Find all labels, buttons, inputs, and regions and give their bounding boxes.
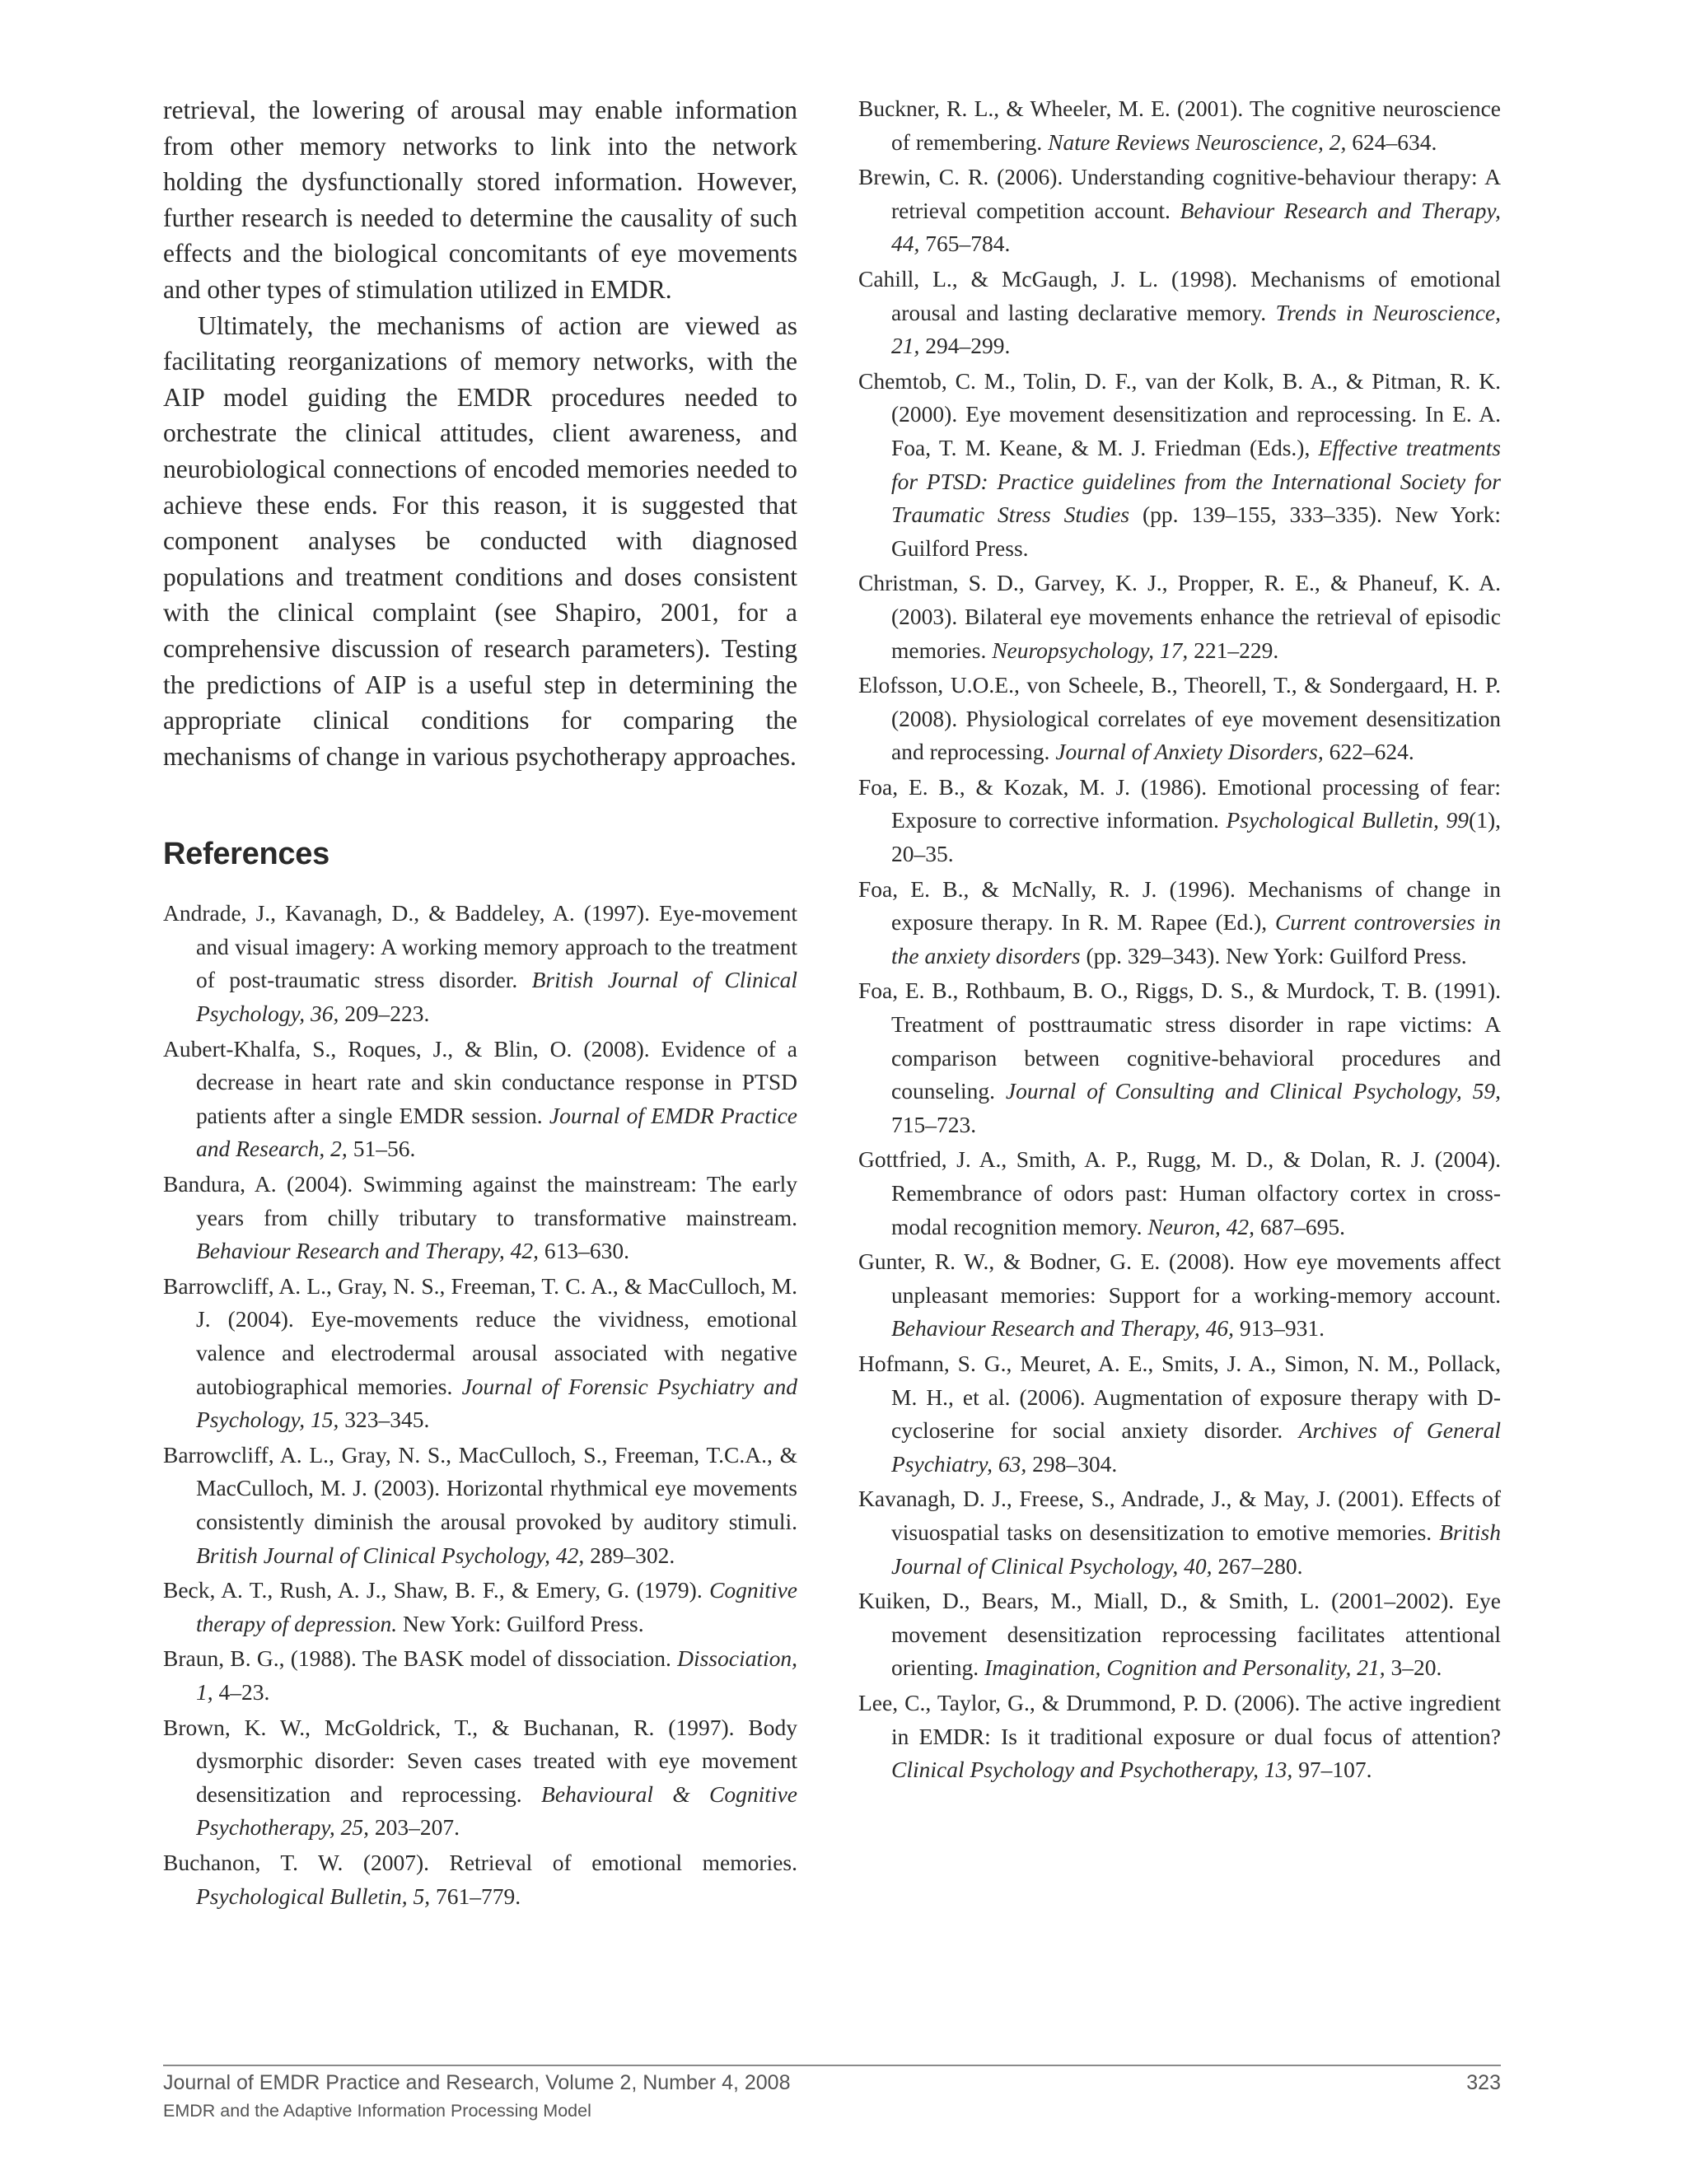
reference-entry xyxy=(163,1270,797,1437)
reference-text: Foa, E. B., Rothbaum, B. O., Riggs, D. S., & Murdock, T. B. (1991). Treatment of posttraumatic stress disorder in rape victims: A comparison between cognitive-behavioral procedures and counseling. xyxy=(858,978,1501,1104)
reference-source-italic: Nature Reviews Neuroscience, 2, xyxy=(1048,128,1347,155)
reference-entry xyxy=(163,1574,797,1640)
reference-source-italic: British Journal of Clinical Psychology, 40, xyxy=(891,1519,1501,1579)
reference-source-italic: Journal of EMDR Practice and Research, 2, xyxy=(196,1102,797,1162)
reference-source-italic: Trends in Neuroscience, 21, xyxy=(891,299,1501,359)
reference-text: 209–223. xyxy=(339,1001,430,1027)
reference-source-italic: British Journal of Clinical Psychology, 36, xyxy=(196,967,798,1027)
reference-source-italic: Journal of Consulting and Clinical Psychology, 59, xyxy=(1005,1078,1501,1104)
footer-divider xyxy=(163,2065,1501,2066)
reference-entry xyxy=(858,974,1501,1141)
reference-text: Brewin, C. R. (2006). Understanding cognitive-behaviour therapy: A retrieval competition account. xyxy=(858,164,1501,223)
reference-text: Cahill, L., & McGaugh, J. L. (1998). Mechanisms of emotional arousal and lasting declarative memory. xyxy=(858,265,1501,325)
reference-entry xyxy=(163,1168,797,1268)
reference-text: Hofmann, S. G., Meuret, A. E., Smits, J. A., Simon, N. M., Pollack, M. H., et al. (2006). Augmentation of exposure therapy with D-cycloserine for social anxiety disorder. xyxy=(858,1350,1501,1444)
reference-source-italic: Archives of General Psychiatry, 63, xyxy=(891,1417,1501,1477)
reference-text: Buchanon, T. W. (2007). Retrieval of emotional memories. xyxy=(163,1849,797,1875)
reference-text: 294–299. xyxy=(919,333,1011,359)
reference-entry xyxy=(163,1033,797,1166)
reference-text: New York: Guilford Press. xyxy=(397,1610,644,1636)
body-paragraph: Ultimately, the mechanisms of action are viewed as facilitating reorganizations of memory networks, with the AIP model guiding the EMDR procedures needed to orchestrate the clinical attitudes, client awareness, and neurobiological connections of encoded memories needed to achieve these ends. For this reason, it is suggested that component analyses be conducted with diagnosed populations and treatment conditions and doses consistent with the clinical complaint (see Shapiro, 2001, for a comprehensive discussion of research parameters). Testing the predictions of AIP is a useful step in determining the appropriate clinical conditions for comparing the mechanisms of change in various psychotherapy approaches. xyxy=(163,310,797,771)
reference-source-italic: Psychological Bulletin, 99 xyxy=(1226,807,1470,833)
reference-entry xyxy=(858,161,1501,261)
reference-entry xyxy=(858,92,1501,159)
reference-entry xyxy=(163,1642,797,1709)
reference-text: 203–207. xyxy=(369,1814,460,1841)
reference-entry xyxy=(858,1687,1501,1787)
reference-text: 613–630. xyxy=(539,1238,629,1264)
reference-source-italic: Dissociation, 1, xyxy=(196,1645,797,1705)
reference-text: Lee, C., Taylor, G., & Drummond, P. D. (2006). The active ingredient in EMDR: Is it traditional exposure or dual focus of attention? xyxy=(858,1689,1501,1749)
reference-source-italic: Imagination, Cognition and Personality, 21, xyxy=(984,1654,1386,1681)
reference-entry xyxy=(858,1482,1501,1583)
reference-source-italic: Neuron, 42, xyxy=(1147,1213,1255,1239)
reference-text: 4–23. xyxy=(213,1678,270,1705)
reference-text: Gottfried, J. A., Smith, A. P., Rugg, M. D., & Dolan, R. J. (2004). Remembrance of odors past: Human olfactory cortex in cross-modal recognition memory. xyxy=(858,1146,1501,1239)
reference-text: 3–20. xyxy=(1385,1654,1442,1681)
reference-text: 687–695. xyxy=(1254,1213,1345,1239)
left-column xyxy=(163,92,797,1915)
body-paragraph: retrieval, the lowering of arousal may enable information from other memory networks to link into the network holding the dysfunctionally stored information. However, further research is needed to determine the causality of such effects and the biological concomitants of eye movements and other types of stimulation utilized in EMDR. xyxy=(163,96,797,304)
reference-text: 298–304. xyxy=(1026,1450,1118,1477)
reference-text: 715–723. xyxy=(891,1111,977,1137)
reference-entry xyxy=(858,1143,1501,1244)
reference-entry xyxy=(858,771,1501,871)
reference-text: Foa, E. B., & McNally, R. J. (1996). Mechanisms of change in exposure therapy. In R. M. Rapee (Ed.), xyxy=(858,875,1501,936)
reference-text: 761–779. xyxy=(430,1883,521,1909)
reference-source-italic: Behavioural & Cognitive Psychotherapy, 25, xyxy=(196,1780,797,1841)
reference-text: Braun, B. G., (1988). The BASK model of dissociation. xyxy=(163,1645,678,1672)
reference-text: Kuiken, D., Bears, M., Miall, D., & Smith, L. (2001–2002). Eye movement desensitization reprocessing facilitates attentional orienting. xyxy=(858,1588,1501,1681)
references-heading: References xyxy=(163,837,329,872)
reference-text: 624–634. xyxy=(1346,128,1437,155)
reference-text: Kavanagh, D. J., Freese, S., Andrade, J., & May, J. (2001). Effects of visuospatial tasks on desensitization to emotive memories. xyxy=(858,1486,1501,1545)
page-number: 323 xyxy=(1466,2071,1501,2094)
reference-text: 913–931. xyxy=(1234,1315,1325,1342)
reference-entry xyxy=(858,567,1501,667)
reference-source-italic: Journal of Anxiety Disorders, xyxy=(1055,739,1324,765)
reference-source-italic: Behaviour Research and Therapy, 44, xyxy=(891,197,1501,257)
reference-text: Elofsson, U.O.E., von Scheele, B., Theorell, T., & Sondergaard, H. P. (2008). Physiological correlates of eye movement desensitization and reprocessing. xyxy=(858,672,1501,765)
reference-text: Christman, S. D., Garvey, K. J., Propper, R. E., & Phaneuf, K. A. (2003). Bilateral eye movements enhance the retrieval of episodic memories. xyxy=(858,570,1501,663)
reference-text: 289–302. xyxy=(584,1542,675,1568)
right-column xyxy=(858,92,1501,1789)
reference-text: Bandura, A. (2004). Swimming against the mainstream: The early years from chilly tributary to transformative mainstream. xyxy=(163,1171,797,1230)
reference-source-italic: Cognitive therapy of depression. xyxy=(196,1577,797,1636)
reference-text: 622–624. xyxy=(1323,739,1414,765)
reference-source-italic: Behaviour Research and Therapy, 46, xyxy=(891,1315,1234,1342)
reference-source-italic: Current controversies in the anxiety disorders xyxy=(891,909,1501,968)
reference-text: Andrade, J., Kavanagh, D., & Baddeley, A. (1997). Eye-movement and visual imagery: A working memory approach to the treatment of post-traumatic stress disorder. xyxy=(163,900,797,993)
reference-list-right xyxy=(858,92,1501,1787)
reference-entry xyxy=(858,669,1501,769)
reference-text: 323–345. xyxy=(339,1407,430,1433)
reference-text: Beck, A. T., Rush, A. J., Shaw, B. F., & Emery, G. (1979). xyxy=(163,1577,710,1603)
reference-entry xyxy=(163,1846,797,1913)
reference-list-left xyxy=(163,897,797,1913)
reference-entry xyxy=(163,1439,797,1572)
reference-text: 51–56. xyxy=(347,1136,416,1162)
reference-source-italic: British Journal of Clinical Psychology, 42, xyxy=(196,1542,585,1568)
reference-source-italic: Neuropsychology, 17, xyxy=(992,637,1189,663)
footer-journal-citation: Journal of EMDR Practice and Research, Volume 2, Number 4, 2008 xyxy=(163,2071,791,2094)
reference-text: (pp. 139–155, 333–335). New York: Guilford Press. xyxy=(891,502,1502,561)
reference-text: 765–784. xyxy=(919,231,1011,257)
reference-entry xyxy=(858,1245,1501,1346)
reference-entry xyxy=(858,1347,1501,1481)
reference-source-italic: Effective treatments for PTSD: Practice guidelines from the International Society for Traumatic Stress Studies xyxy=(891,434,1501,528)
reference-source-italic: Psychological Bulletin, 5, xyxy=(196,1883,431,1909)
reference-text: Barrowcliff, A. L., Gray, N. S., Freeman, T. C. A., & MacCulloch, M. J. (2004). Eye-movements reduce the vividness, emotional valence and electrodermal arousal associated with negative autobiographical memories. xyxy=(163,1272,797,1399)
reference-text: Foa, E. B., & Kozak, M. J. (1986). Emotional processing of fear: Exposure to corrective information. xyxy=(858,773,1501,833)
reference-text: 267–280. xyxy=(1212,1552,1303,1579)
reference-text: 97–107. xyxy=(1292,1757,1372,1783)
reference-text: Buckner, R. L., & Wheeler, M. E. (2001). The cognitive neuroscience of remembering. xyxy=(858,96,1501,155)
reference-source-italic: Clinical Psychology and Psychotherapy, 13, xyxy=(891,1757,1293,1783)
reference-text: (pp. 329–343). New York: Guilford Press. xyxy=(1080,942,1467,968)
reference-entry xyxy=(858,263,1501,363)
reference-text: (1), 20–35. xyxy=(891,807,1501,867)
reference-text: Chemtob, C. M., Tolin, D. F., van der Kolk, B. A., & Pitman, R. K. (2000). Eye movement desensitization and reprocessing. In E. A. Foa, T. M. Keane, & M. J. Friedman (Eds.), xyxy=(858,367,1501,460)
reference-text: 221–229. xyxy=(1188,637,1279,663)
footer-running-title: EMDR and the Adaptive Information Processing Model xyxy=(163,2101,591,2121)
reference-entry xyxy=(858,873,1501,973)
reference-entry xyxy=(858,1584,1501,1685)
reference-text: Aubert-Khalfa, S., Roques, J., & Blin, O. (2008). Evidence of a decrease in heart rate and skin conductance response in PTSD patients after a single EMDR session. xyxy=(163,1035,797,1128)
reference-entry xyxy=(163,897,797,1030)
reference-text: Barrowcliff, A. L., Gray, N. S., MacCulloch, S., Freeman, T.C.A., & MacCulloch, M. J. (2003). Horizontal rhythmical eye movements consistently diminish the arousal provoked by auditory stimuli. xyxy=(163,1441,797,1534)
reference-entry xyxy=(858,365,1501,566)
reference-source-italic: Behaviour Research and Therapy, 42, xyxy=(196,1238,539,1264)
reference-text: Brown, K. W., McGoldrick, T., & Buchanan, R. (1997). Body dysmorphic disorder: Seven cases treated with eye movement desensitization and reprocessing. xyxy=(163,1714,797,1807)
reference-source-italic: Journal of Forensic Psychiatry and Psychology, 15, xyxy=(196,1373,797,1433)
reference-entry xyxy=(163,1711,797,1845)
reference-text: Gunter, R. W., & Bodner, G. E. (2008). How eye movements affect unpleasant memories: Support for a working-memory account. xyxy=(858,1248,1501,1308)
